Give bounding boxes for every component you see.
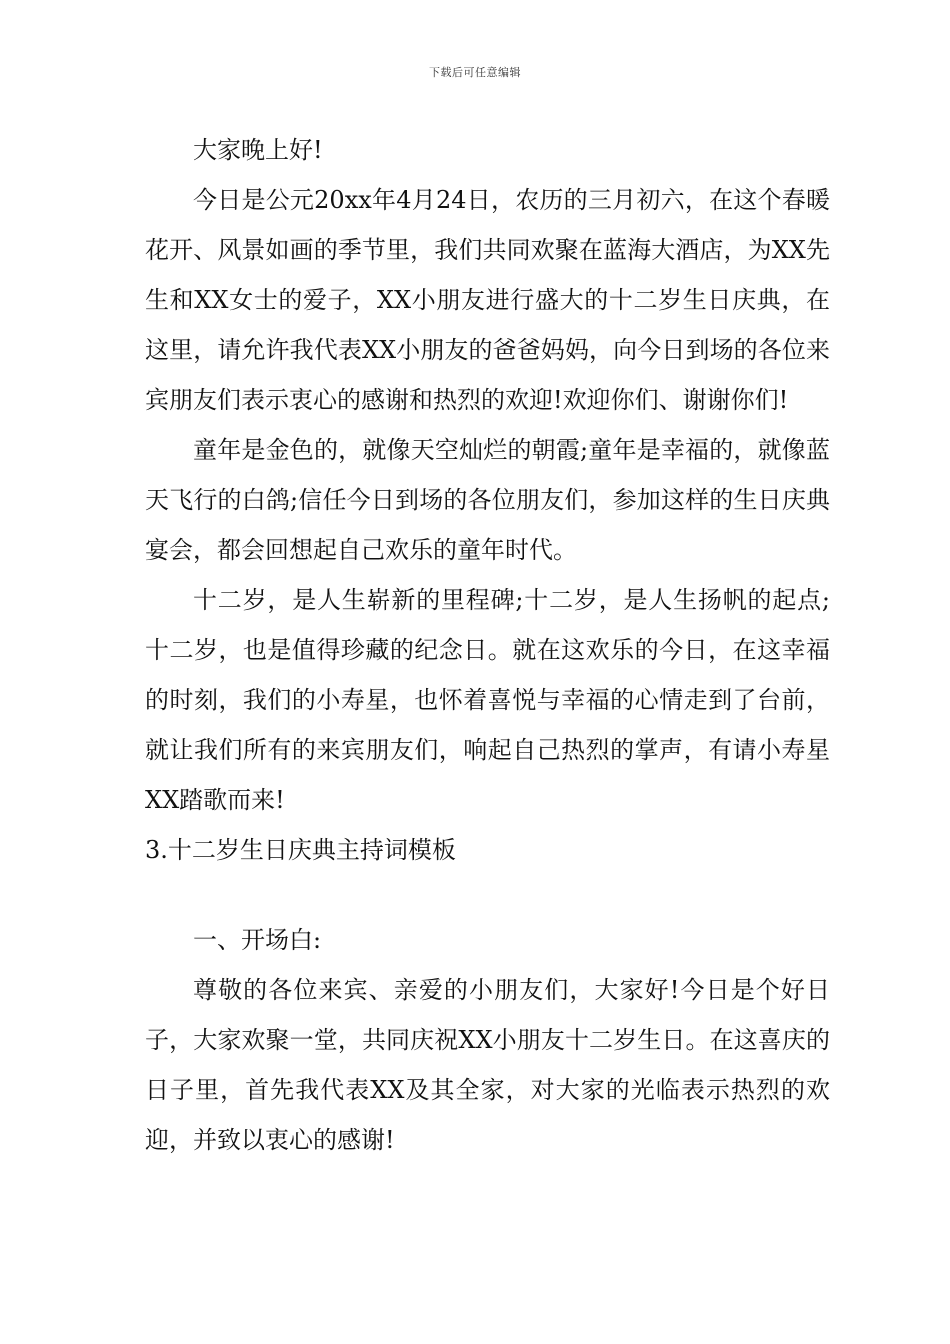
- greeting-paragraph: 大家晚上好!: [193, 136, 323, 164]
- section-heading: 3.十二岁生日庆典主持词模板: [145, 836, 456, 864]
- body-paragraph-date: 今日是公元20xx年4月24日，农历的三月初六，在这个春暖花开、风景如画的季节里，我们共同欢聚在蓝海大酒店，为XX先生和XX女士的爱子，XX小朋友进行盛大的十二岁生日庆典，在这里，请允许我代表XX小朋友的爸爸妈妈，向今日到场的各位来宾朋友们表示衷心的感谢和热烈的欢迎!欢迎你们、谢谢你们!: [145, 186, 830, 414]
- page-header: 下载后可任意编辑: [429, 66, 521, 79]
- body-paragraph-opening: 尊敬的各位来宾、亲爱的小朋友们，大家好!今日是个好日子，大家欢聚一堂，共同庆祝XX小朋友十二岁生日。在这喜庆的日子里，首先我代表XX及其全家，对大家的光临表示热烈的欢迎，并致以衷心的感谢!: [145, 976, 830, 1154]
- body-paragraph-twelve: 十二岁，是人生崭新的里程碑;十二岁，是人生扬帆的起点;十二岁，也是值得珍藏的纪念日。就在这欢乐的今日，在这幸福的时刻，我们的小寿星，也怀着喜悦与幸福的心情走到了台前，就让我们所有的来宾朋友们，响起自己热烈的掌声，有请小寿星XX踏歌而来!: [145, 586, 830, 814]
- subheading-opening: 一、开场白:: [193, 926, 322, 954]
- body-paragraph-childhood: 童年是金色的，就像天空灿烂的朝霞;童年是幸福的，就像蓝天飞行的白鸽;信任今日到场的各位朋友们，参加这样的生日庆典宴会，都会回想起自己欢乐的童年时代。: [145, 436, 830, 564]
- document-body: [145, 125, 830, 1165]
